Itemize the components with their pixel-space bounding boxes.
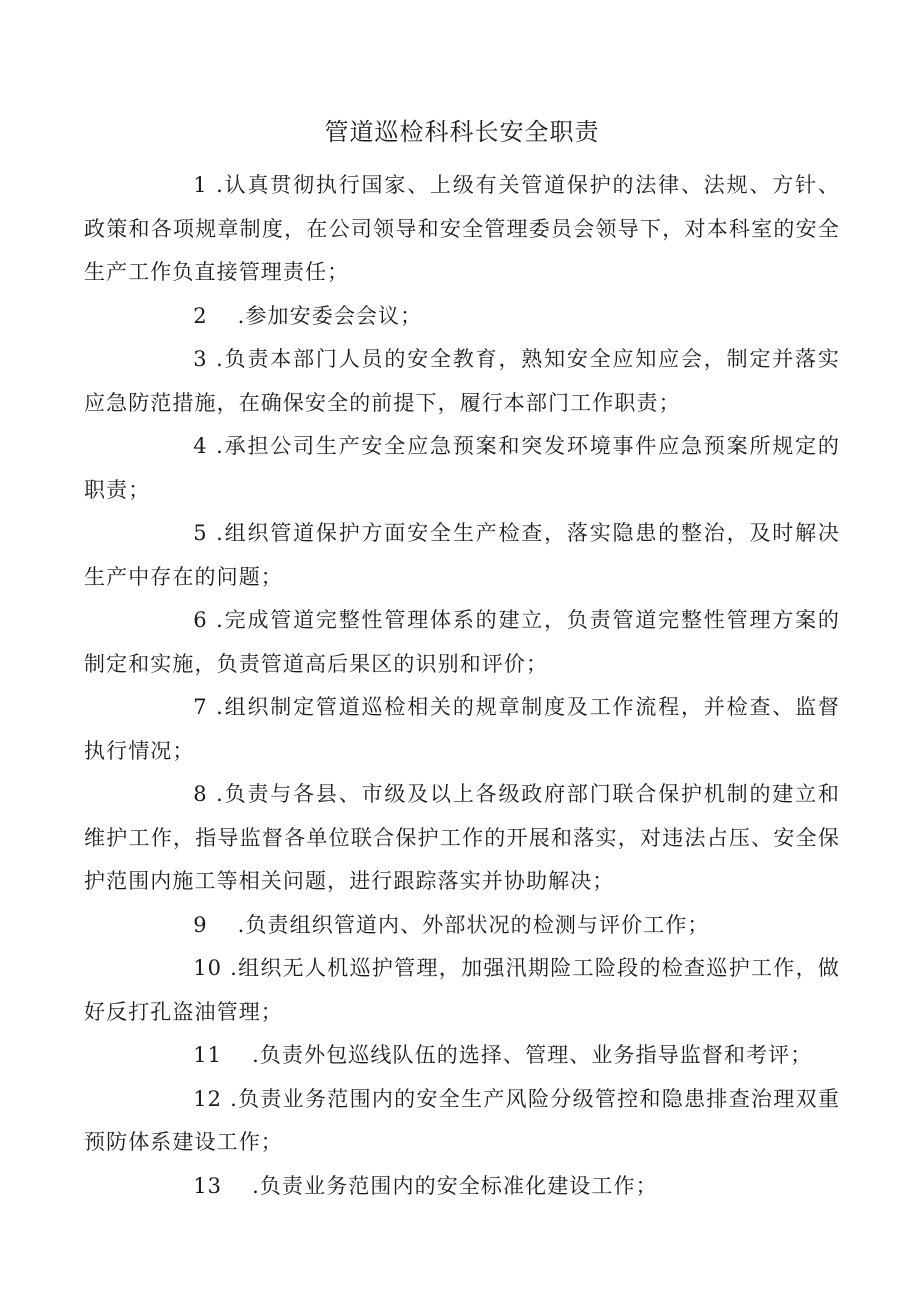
item-text: 负责业务范围内的安全生产风险分级管控和隐患排查治理双重预防体系建设工作； (84, 1086, 840, 1154)
item-separator: . (216, 173, 224, 197)
item-separator: . (216, 347, 224, 371)
list-item (84, 599, 840, 686)
item-text: 认真贯彻执行国家、上级有关管道保护的法律、法规、方针、政策和各项规章制度，在公司领导和安全管理委员会领导下，对本科室的安全生产工作负直接管理责任； (84, 173, 840, 284)
item-number: 3 (193, 347, 208, 371)
item-text: 负责业务范围内的安全标准化建设工作； (259, 1173, 658, 1198)
item-separator: . (237, 303, 246, 328)
list-item (84, 512, 840, 599)
item-number: 1 (193, 173, 208, 197)
item-text: 承担公司生产安全应急预案和突发环境事件应急预案所规定的职责； (84, 434, 840, 502)
item-separator: . (216, 434, 224, 458)
item-separator: . (216, 608, 224, 632)
item-text: 组织管道保护方面安全生产检查，落实隐患的整治，及时解决生产中存在的问题； (84, 521, 840, 589)
item-text: 负责组织管道内、外部状况的检测与评价工作； (245, 912, 710, 937)
item-text: 负责与各县、市级及以上各级政府部门联合保护机制的建立和维护工作，指导监督各单位联合保护工作的开展和落实，对违法占压、安全保护范围内施工等相关问题，进行跟踪落实并协助解决； (84, 782, 840, 893)
item-separator: . (216, 782, 224, 806)
item-text: 参加安委会会议； (245, 303, 423, 328)
list-item (84, 1078, 840, 1165)
item-separator: . (252, 1043, 260, 1067)
list-item (84, 338, 840, 425)
item-number: 6 (193, 608, 208, 632)
item-text: 组织无人机巡护管理，加强汛期险工险段的检查巡护工作，做好反打孔盗油管理； (84, 956, 840, 1024)
item-number: 9 (193, 912, 208, 937)
item-number: 13 (193, 1173, 223, 1198)
list-item (84, 947, 840, 1034)
list-item (84, 425, 840, 512)
item-separator: . (230, 1086, 238, 1111)
item-separator: . (252, 1173, 260, 1198)
page-title: 管道巡检科科长安全职责 (324, 118, 600, 146)
list-item (84, 295, 840, 339)
item-number: 2 (193, 303, 208, 328)
item-separator: . (216, 695, 224, 719)
item-number: 5 (193, 521, 208, 545)
item-separator: . (237, 912, 246, 937)
item-number: 10 (193, 956, 223, 980)
item-separator: . (230, 956, 238, 980)
item-number: 4 (193, 434, 208, 458)
item-number: 12 (193, 1086, 223, 1111)
list-item (84, 164, 840, 295)
list-item (84, 904, 840, 948)
document-page (84, 110, 840, 1208)
item-text: 组织制定管道巡检相关的规章制度及工作流程，并检查、监督执行情况； (84, 695, 840, 763)
list-item (84, 686, 840, 773)
list-item (84, 1034, 840, 1078)
item-number: 11 (193, 1043, 223, 1067)
item-text: 负责外包巡线队伍的选择、管理、业务指导监督和考评； (259, 1043, 813, 1067)
list-item (84, 773, 840, 904)
list-item (84, 1165, 840, 1209)
item-text: 负责本部门人员的安全教育，熟知安全应知应会，制定并落实应急防范措施，在确保安全的前提下，履行本部门工作职责； (84, 347, 840, 415)
item-number: 7 (193, 695, 208, 719)
item-text: 完成管道完整性管理体系的建立，负责管道完整性管理方案的制定和实施，负责管道高后果区的识别和评价； (84, 608, 840, 676)
item-number: 8 (193, 782, 208, 806)
item-separator: . (216, 521, 224, 545)
